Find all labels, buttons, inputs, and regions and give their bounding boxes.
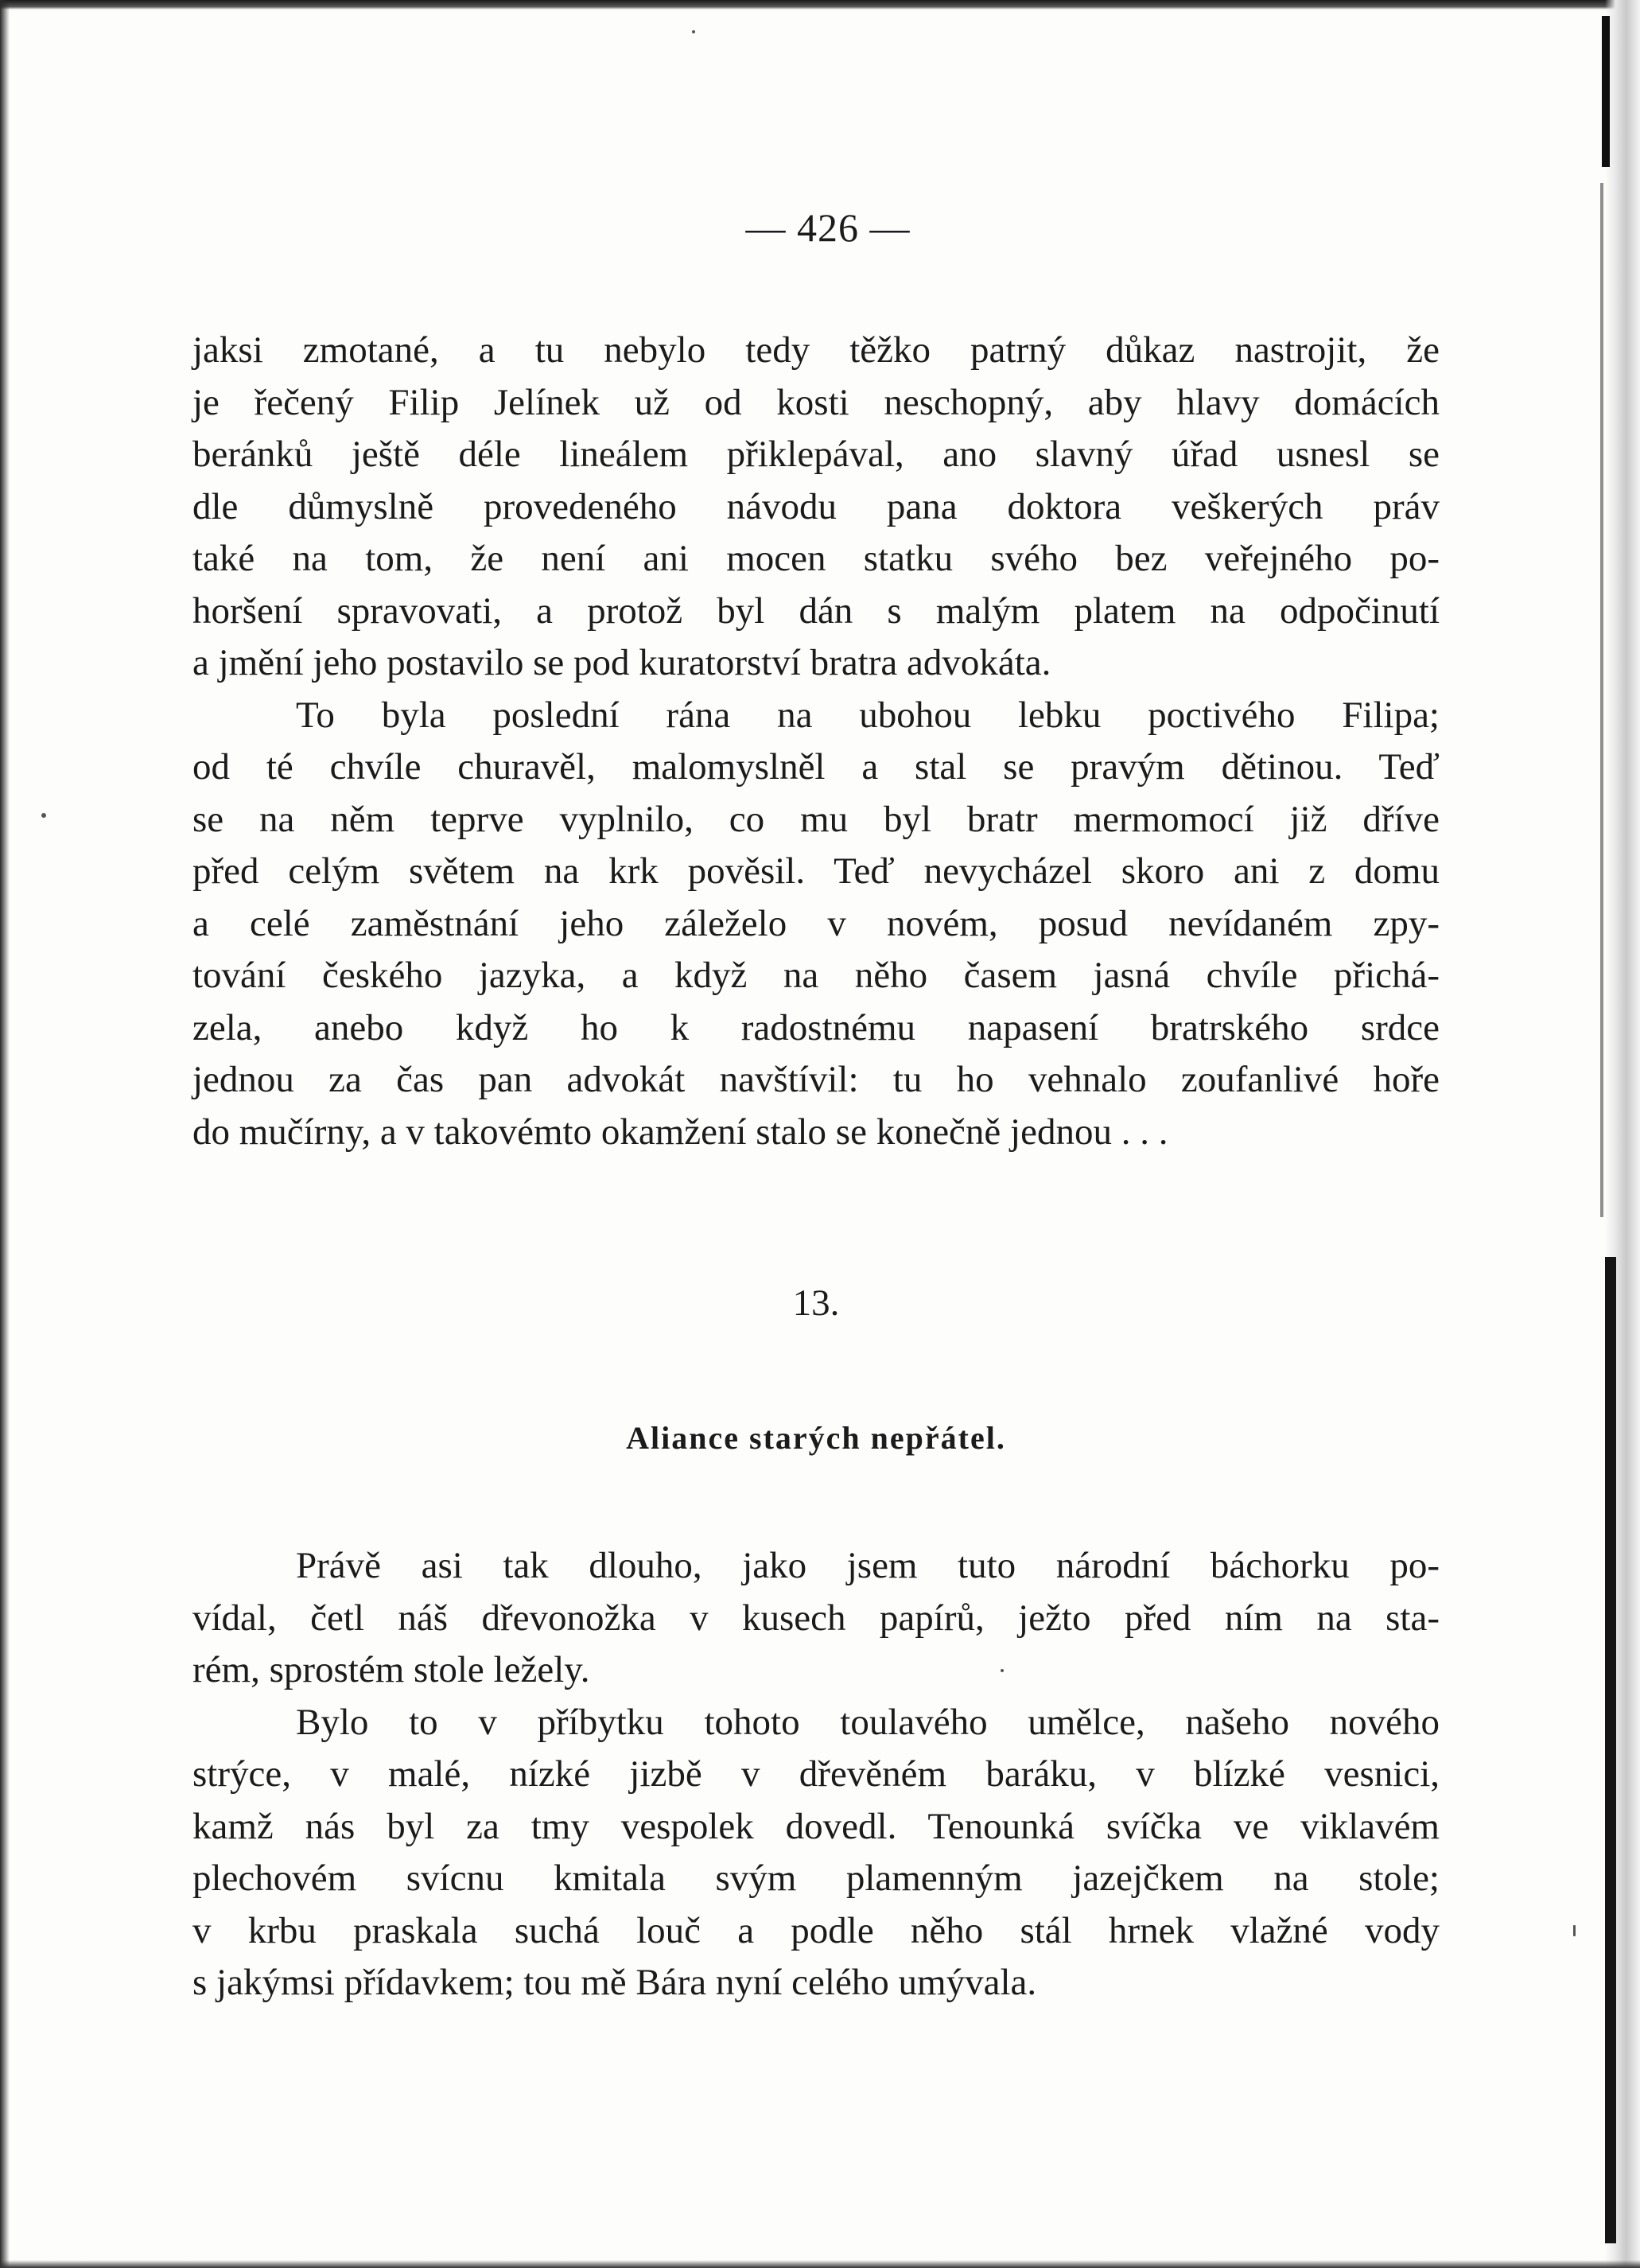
text-line: s jakýmsi přídavkem; tou mě Bára nyní celého umývala. [192,1962,1037,2003]
text-line: tování českého jazyka, a když na něho časem jasná chvíle přichá- [192,955,1440,996]
page-content [192,204,1440,2009]
text-line: je řečený Filip Jelínek už od kosti neschopný, aby hlavy domácích [192,381,1440,423]
text-line: beránků ještě déle lineálem přiklepával, ano slavný úřad usnesl se [192,434,1440,475]
paragraph [192,690,1440,1159]
book-spine-mark-top [1602,16,1610,167]
text-line: kamž nás byl za tmy vespolek dovedl. Tenounká svíčka ve viklavém [192,1805,1440,1847]
dust-speck [41,813,46,818]
text-line: zela, anebo když ho k radostnému napasení bratrského srdce [192,1006,1440,1048]
text-line: od té chvíle churavěl, malomyslněl a stal se pravým dětinou. Teď [192,746,1440,788]
text-line: Právě asi tak dlouho, jako jsem tuto národní báchorku po- [296,1545,1440,1586]
paragraph [192,1697,1440,2009]
text-line: jednou za čas pan advokát navštívil: tu ho vehnalo zoufanlivé hoře [192,1059,1440,1100]
text-line: strýce, v malé, nízké jizbě v dřevěném baráku, v blízké vesnici, [192,1753,1440,1795]
text-line: To byla poslední rána na ubohou lebku poctivého Filipa; [296,694,1440,736]
dust-speck [692,30,695,33]
text-line: do mučírny, a v takovémto okamžení stalo se konečně jednou . . . [192,1111,1168,1153]
text-line: Bylo to v příbytku tohoto toulavého umělce, našeho nového [296,1701,1440,1743]
text-line: plechovém svícnu kmitala svým plamenným jazejčkem na stole; [192,1858,1440,1899]
text-line: a celé zaměstnání jeho záleželo v novém, posud nevídaném zpy- [192,902,1440,944]
paragraph [192,1540,1440,1697]
text-line: dle důmyslně provedeného návodu pana doktora veškerých práv [192,485,1440,527]
text-line: se na něm teprve vyplnilo, co mu byl bratr mermomocí již dříve [192,798,1440,840]
text-line: v krbu praskala suchá louč a podle něho stál hrnek vlažné vody [192,1909,1440,1951]
page-number: — 426 — [745,205,911,250]
text-line: také na tom, že není ani mocen statku svého bez veřejného po- [192,538,1440,579]
text-line: před celým světem na krk pověsil. Teď nevycházel skoro ani z domu [192,850,1440,892]
text-after-chapter [192,1540,1440,2009]
text-line: a jmění jeho postavilo se pod kuratorství bratra advokáta. [192,642,1051,683]
dust-speck [1573,1925,1576,1936]
scan-edge-left [0,0,10,2268]
scan-edge-bottom [0,2260,1640,2268]
scan-edge-top [0,0,1640,10]
chapter-number: 13. [792,1282,840,1324]
text-line: vídal, četl náš dřevonožka v kusech papírů, ježto před ním na sta- [192,1597,1440,1639]
paragraph [192,325,1440,690]
text-line: rém, sprostém stole ležely. [192,1649,590,1690]
book-spine-mark-bottom [1605,1257,1616,2243]
text-line: horšení spravovati, a protož byl dán s malým platem na odpočinutí [192,589,1440,632]
text-line: jaksi zmotané, a tu nebylo tedy těžko patrný důkaz nastrojit, že [192,329,1440,371]
text-before-chapter [192,325,1440,1158]
chapter-title: Aliance starých nepřátel. [626,1420,1006,1456]
book-spine-shadow [1600,183,1603,1217]
